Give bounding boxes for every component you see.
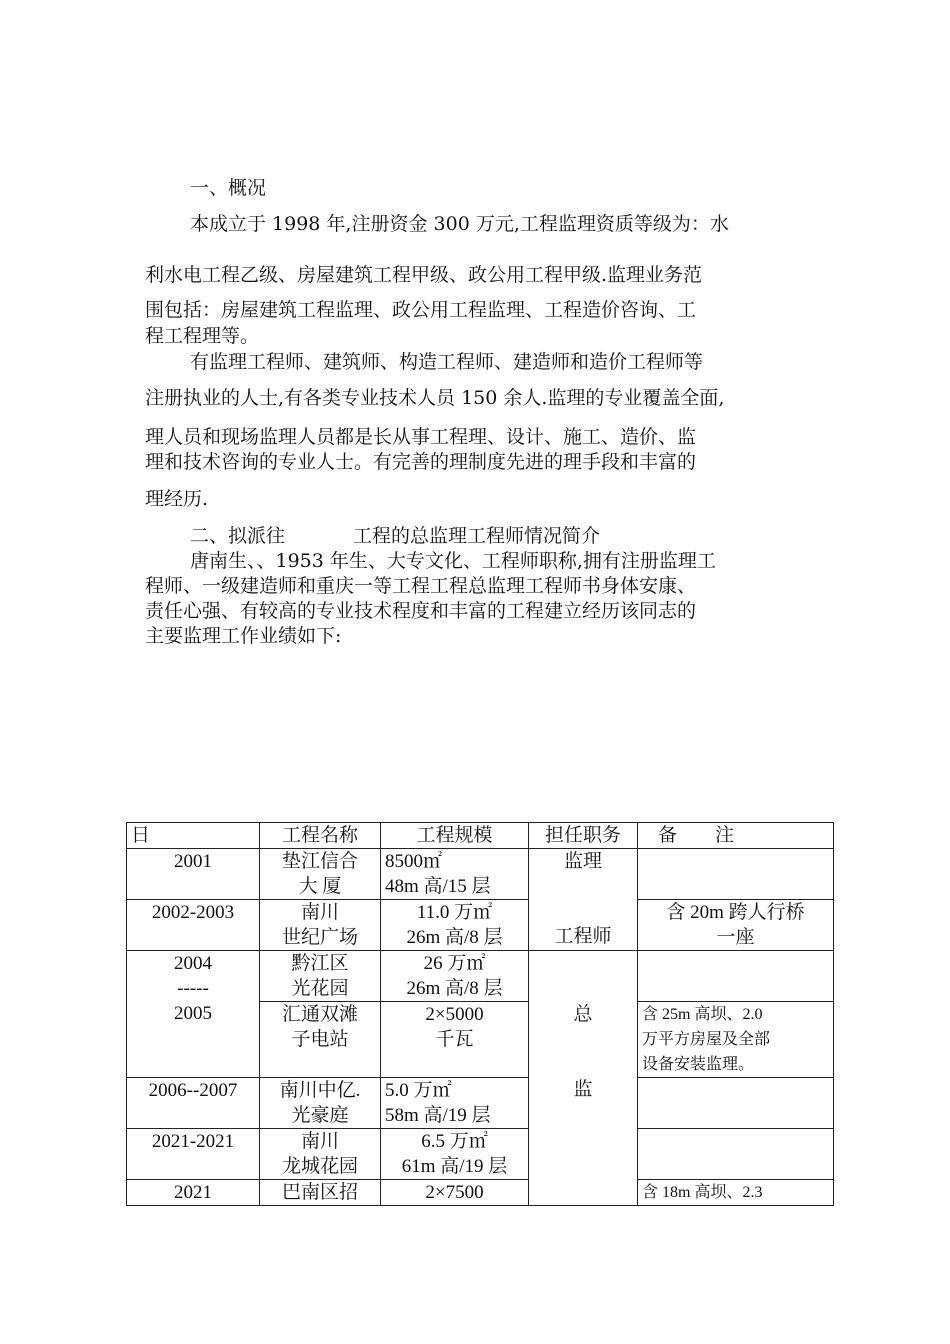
project-scale-cell: 5.0 万㎡ 58m 高/19 层 xyxy=(381,1078,529,1129)
date-cell: 2002-2003 xyxy=(127,900,260,951)
project-scale-cell: 8500㎡ 48m 高/15 层 xyxy=(381,849,529,900)
project-name-cell: 南川 世纪广场 xyxy=(260,900,381,951)
role-cell: 监理 工程师 xyxy=(529,849,638,951)
body-line: 责任心强、有较高的专业技术程度和丰富的工程建立经历该同志的 xyxy=(145,600,697,622)
project-name-cell: 南川 龙城花园 xyxy=(260,1129,381,1180)
table-row xyxy=(127,900,834,951)
header-project-scale: 工程规模 xyxy=(381,823,529,849)
body-line: 利水电工程乙级、房屋建筑工程甲级、政公用工程甲级.监理业务范 xyxy=(145,264,703,286)
date-cell: 2021-2021 xyxy=(127,1129,260,1180)
table-row xyxy=(127,1129,834,1180)
notes-cell: 含 18m 高坝、2.3 xyxy=(638,1180,834,1206)
project-name-cell: 南川中亿. 光豪庭 xyxy=(260,1078,381,1129)
project-scale-cell: 2×7500 xyxy=(381,1180,529,1206)
project-name-cell: 汇通双滩 子电站 xyxy=(260,1002,381,1078)
notes-cell xyxy=(638,1078,834,1129)
header-date: 日 xyxy=(127,823,260,849)
notes-cell xyxy=(638,849,834,900)
body-line: 主要监理工作业绩如下: xyxy=(145,625,342,647)
notes-cell: 含 20m 跨人行桥 一座 xyxy=(638,900,834,951)
body-line: 理经历. xyxy=(145,488,209,510)
table-row xyxy=(127,849,834,900)
project-scale-cell: 11.0 万㎡ 26m 高/8 层 xyxy=(381,900,529,951)
notes-cell xyxy=(638,951,834,1002)
date-cell: 2006--2007 xyxy=(127,1078,260,1129)
table-header-row xyxy=(127,823,834,849)
section-heading-engineer xyxy=(190,524,600,548)
body-line: 程工程理等。 xyxy=(145,325,260,347)
heading-part2: 工程的总监理工程师情况简介 xyxy=(353,525,601,547)
header-role: 担任职务 xyxy=(529,823,638,849)
notes-cell xyxy=(638,1129,834,1180)
heading-part1: 二、拟派往 xyxy=(190,525,286,547)
table-row xyxy=(127,951,834,1002)
project-name-cell: 垫江信合 大 厦 xyxy=(260,849,381,900)
performance-table xyxy=(126,822,834,1206)
project-scale-cell: 26 万㎡ 26m 高/8 层 xyxy=(381,951,529,1002)
body-line: 理和技术咨询的专业人士。有完善的理制度先进的理手段和丰富的 xyxy=(145,451,697,473)
project-name-cell: 黔江区 光花园 xyxy=(260,951,381,1002)
body-line: 有监理工程师、建筑师、构造工程师、建造师和造价工程师等 xyxy=(190,351,704,373)
body-line: 注册执业的人士,有各类专业技术人员 150 余人.监理的专业覆盖全面, xyxy=(145,387,725,409)
table-row xyxy=(127,1180,834,1206)
notes-cell: 含 25m 高坝、2.0 万平方房屋及全部 设备安装监理。 xyxy=(638,1002,834,1078)
header-project-name: 工程名称 xyxy=(260,823,381,849)
body-line: 唐南生、、1953 年生、大专文化、工程师职称,拥有注册监理工 xyxy=(190,550,716,572)
section-heading-overview: 一、概况 xyxy=(190,177,267,199)
date-cell: 2021 xyxy=(127,1180,260,1206)
project-scale-cell: 2×5000 千瓦 xyxy=(381,1002,529,1078)
role-cell: 总 监 xyxy=(529,951,638,1206)
project-name-cell: 巴南区招 xyxy=(260,1180,381,1206)
body-line: 围包括：房屋建筑工程监理、政公用工程监理、工程造价咨询、工 xyxy=(145,299,697,321)
project-scale-cell: 6.5 万㎡ 61m 高/19 层 xyxy=(381,1129,529,1180)
table-row xyxy=(127,1078,834,1129)
date-cell: 2004 ----- 2005 xyxy=(127,951,260,1078)
body-line: 本成立于 1998 年,注册资金 300 万元,工程监理资质等级为：水 xyxy=(190,213,729,235)
body-line: 程师、一级建造师和重庆一等工程工程总监理工程师书身体安康、 xyxy=(145,575,697,597)
body-line: 理人员和现场监理人员都是长从事工程理、设计、施工、造价、监 xyxy=(145,426,697,448)
header-notes: 备 注 xyxy=(638,823,834,849)
date-cell: 2001 xyxy=(127,849,260,900)
